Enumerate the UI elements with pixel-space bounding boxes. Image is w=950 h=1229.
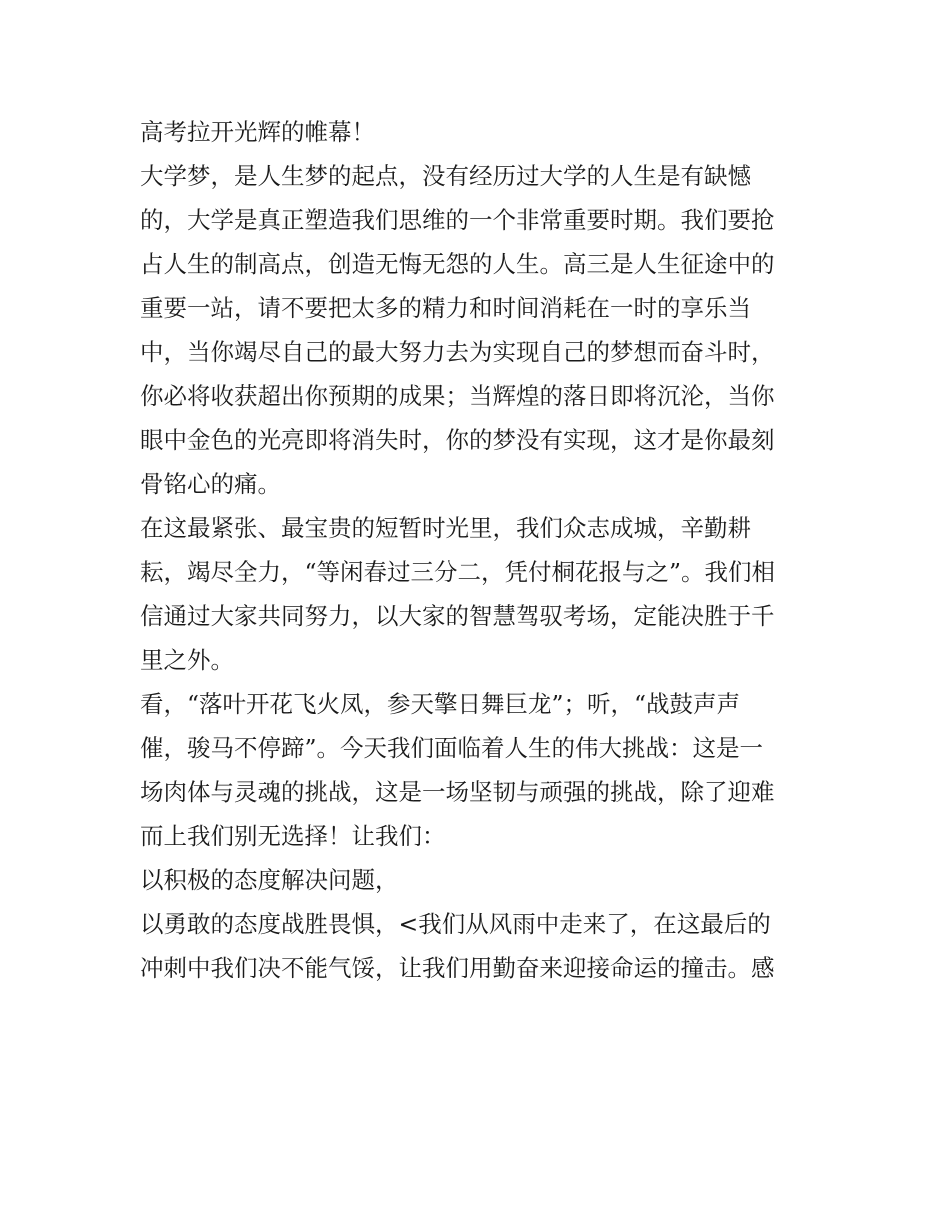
text-line: 里之外。 (140, 646, 234, 674)
text-line: 信通过大家共同努力，以大家的智慧驾驭考场，定能决胜于千 (140, 602, 775, 630)
text-line: 占人生的制高点，创造无悔无怨的人生。高三是人生征途中的 (140, 250, 775, 278)
text-line: 看，“落叶开花飞火凤，参天擎日舞巨龙”；听，“战鼓声声 (140, 690, 741, 718)
document-body (140, 110, 820, 990)
text-line: 以积极的态度解决问题， (140, 866, 399, 894)
text-line: 中，当你竭尽自己的最大努力去为实现自己的梦想而奋斗时， (140, 338, 775, 366)
text-line: 冲刺中我们决不能气馁，让我们用勤奋来迎接命运的撞击。感 (140, 954, 775, 982)
text-line: 场肉体与灵魂的挑战，这是一场坚韧与顽强的挑战，除了迎难 (140, 778, 775, 806)
text-line: 的，大学是真正塑造我们思维的一个非常重要时期。我们要抢 (140, 206, 775, 234)
text-line: 催，骏马不停蹄”。今天我们面临着人生的伟大挑战：这是一 (140, 734, 764, 762)
text-line: 而上我们别无选择！让我们： (140, 822, 446, 850)
text-line: 眼中金色的光亮即将消失时，你的梦没有实现，这才是你最刻 (140, 426, 775, 454)
text-line: 以勇敢的态度战胜畏惧，<我们从风雨中走来了，在这最后的 (140, 910, 771, 938)
text-line: 耘，竭尽全力，“等闲春过三分二，凭付桐花报与之”。我们相 (140, 558, 776, 586)
text-line: 高考拉开光辉的帷幕！ (140, 118, 375, 146)
text-line: 大学梦，是人生梦的起点，没有经历过大学的人生是有缺憾 (140, 162, 751, 190)
text-line: 重要一站，请不要把太多的精力和时间消耗在一时的享乐当 (140, 294, 751, 322)
text-line: 你必将收获超出你预期的成果；当辉煌的落日即将沉沦，当你 (140, 382, 775, 410)
text-line: 在这最紧张、最宝贵的短暂时光里，我们众志成城，辛勤耕 (140, 514, 751, 542)
text-line: 骨铭心的痛。 (140, 470, 281, 498)
